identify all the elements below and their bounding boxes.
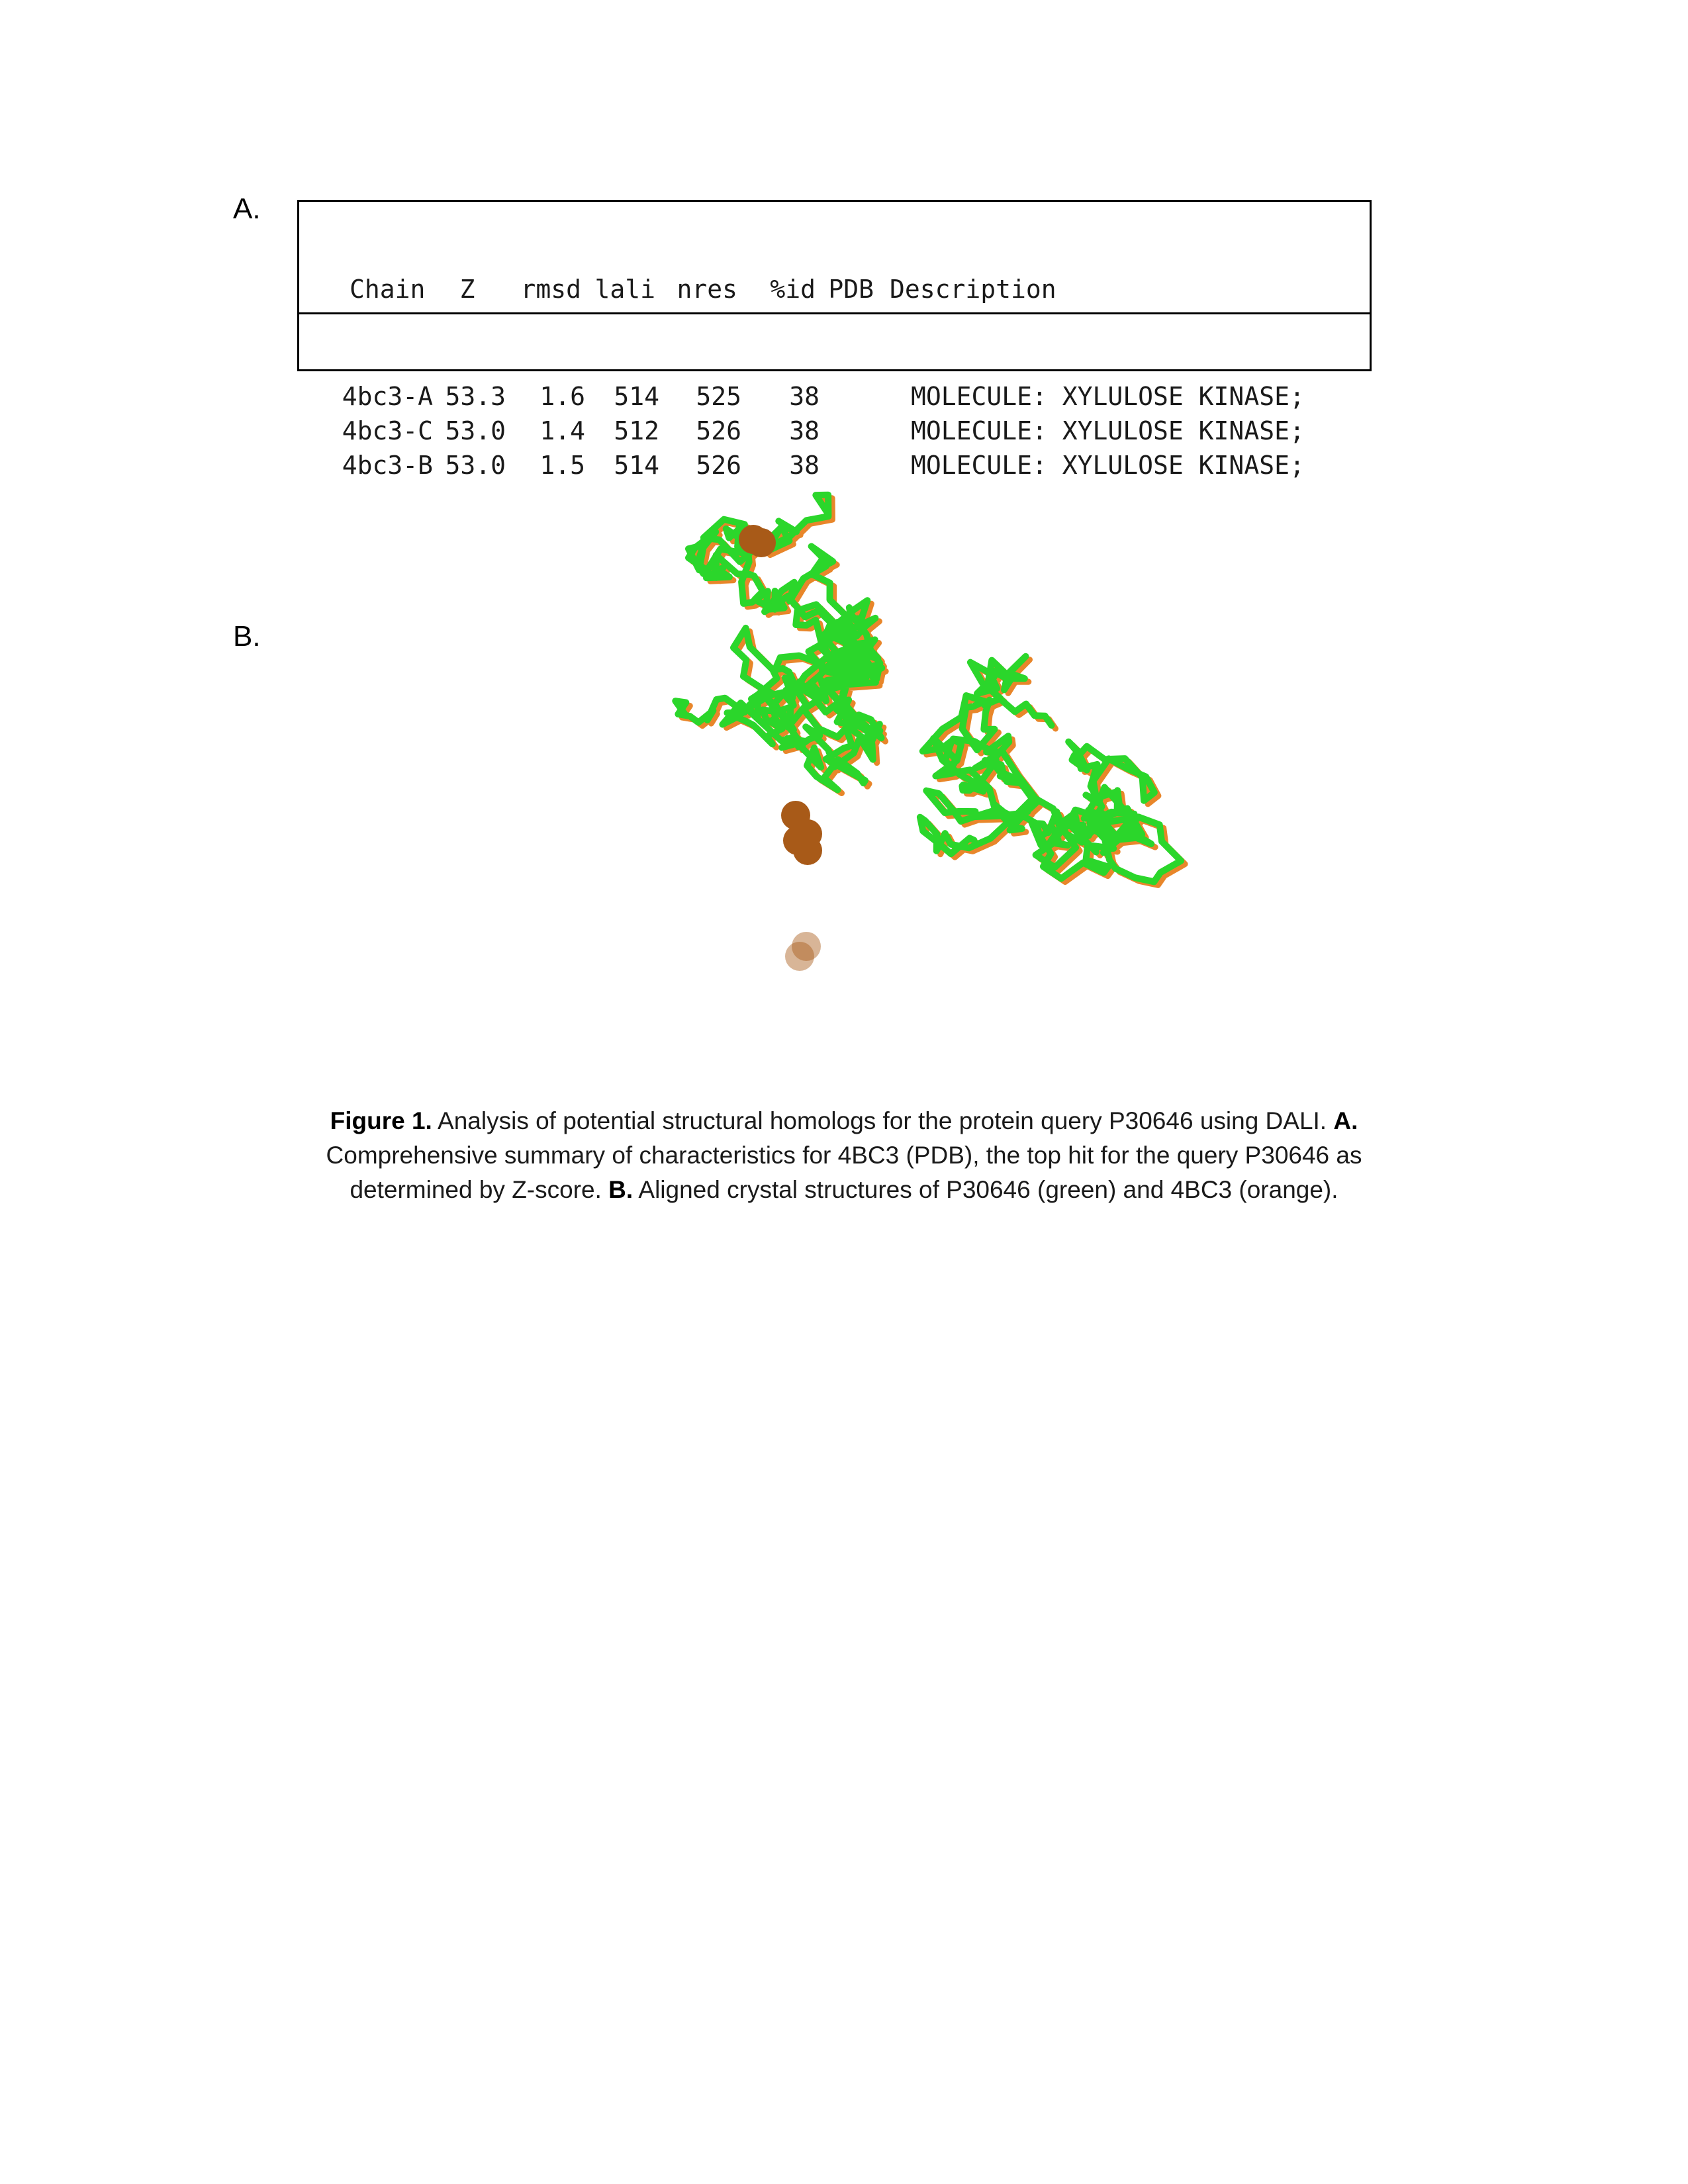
panel-label-b: B.: [233, 620, 261, 653]
panel-label-a: A.: [233, 193, 261, 225]
cell-pid: 38: [789, 451, 820, 480]
cell-description: MOLECULE: XYLULOSE KINASE;: [911, 451, 1305, 480]
table-row: [299, 379, 1370, 414]
cell-rmsd: 1.6: [539, 382, 585, 411]
caption-label-a: A.: [1333, 1107, 1358, 1134]
cell-nres: 526: [696, 451, 741, 480]
cell-pid: 38: [789, 382, 820, 411]
cell-pid: 38: [789, 416, 820, 445]
cell-lali: 514: [614, 382, 659, 411]
col-header-nres: nres: [677, 275, 737, 304]
ligand-sphere: [785, 942, 814, 971]
cell-z: 53.0: [445, 451, 506, 480]
cell-description: MOLECULE: XYLULOSE KINASE;: [911, 382, 1305, 411]
table-header: [299, 260, 1370, 314]
cell-nres: 525: [696, 382, 741, 411]
cell-z: 53.0: [445, 416, 506, 445]
cell-chain: 4bc3-C: [342, 416, 433, 445]
caption-text-3: Aligned crystal structures of P30646 (green) and 4BC3 (orange).: [633, 1176, 1338, 1203]
cell-lali: 512: [614, 416, 659, 445]
ligand-sphere: [747, 528, 776, 557]
caption-text-2: Comprehensive summary of characteristics for 4BC3 (PDB), the top hit for the query P30646 as determined by Z-score.: [326, 1142, 1362, 1203]
col-header-chain: Chain: [350, 275, 426, 304]
caption-label-b: B.: [608, 1176, 633, 1203]
cell-chain: 4bc3-A: [342, 382, 433, 411]
caption-figure-label: Figure 1.: [330, 1107, 432, 1134]
query-trace-segment: [920, 657, 1181, 882]
cell-lali: 514: [614, 451, 659, 480]
col-header-description: Description: [890, 275, 1056, 304]
cell-description: MOLECULE: XYLULOSE KINASE;: [911, 416, 1305, 445]
col-header-pdb: PDB: [828, 275, 874, 304]
cell-z: 53.3: [445, 382, 506, 411]
col-header-z: Z: [459, 275, 475, 304]
col-header-lali: lali: [594, 275, 655, 304]
query-trace-segment: [675, 547, 882, 790]
aligned-structure-image: [490, 443, 1218, 1099]
cell-rmsd: 1.4: [539, 416, 585, 445]
caption-text-1: Analysis of potential structural homologs for the protein query P30646 using DALI.: [432, 1107, 1334, 1134]
cell-rmsd: 1.5: [539, 451, 585, 480]
cell-nres: 526: [696, 416, 741, 445]
dali-results-table: [297, 200, 1372, 480]
col-header-pid: %id: [770, 275, 816, 304]
ligand-sphere: [793, 836, 822, 865]
cell-chain: 4bc3-B: [342, 451, 433, 480]
figure-caption: [278, 1104, 1410, 1207]
col-header-rmsd: rmsd: [520, 275, 581, 304]
